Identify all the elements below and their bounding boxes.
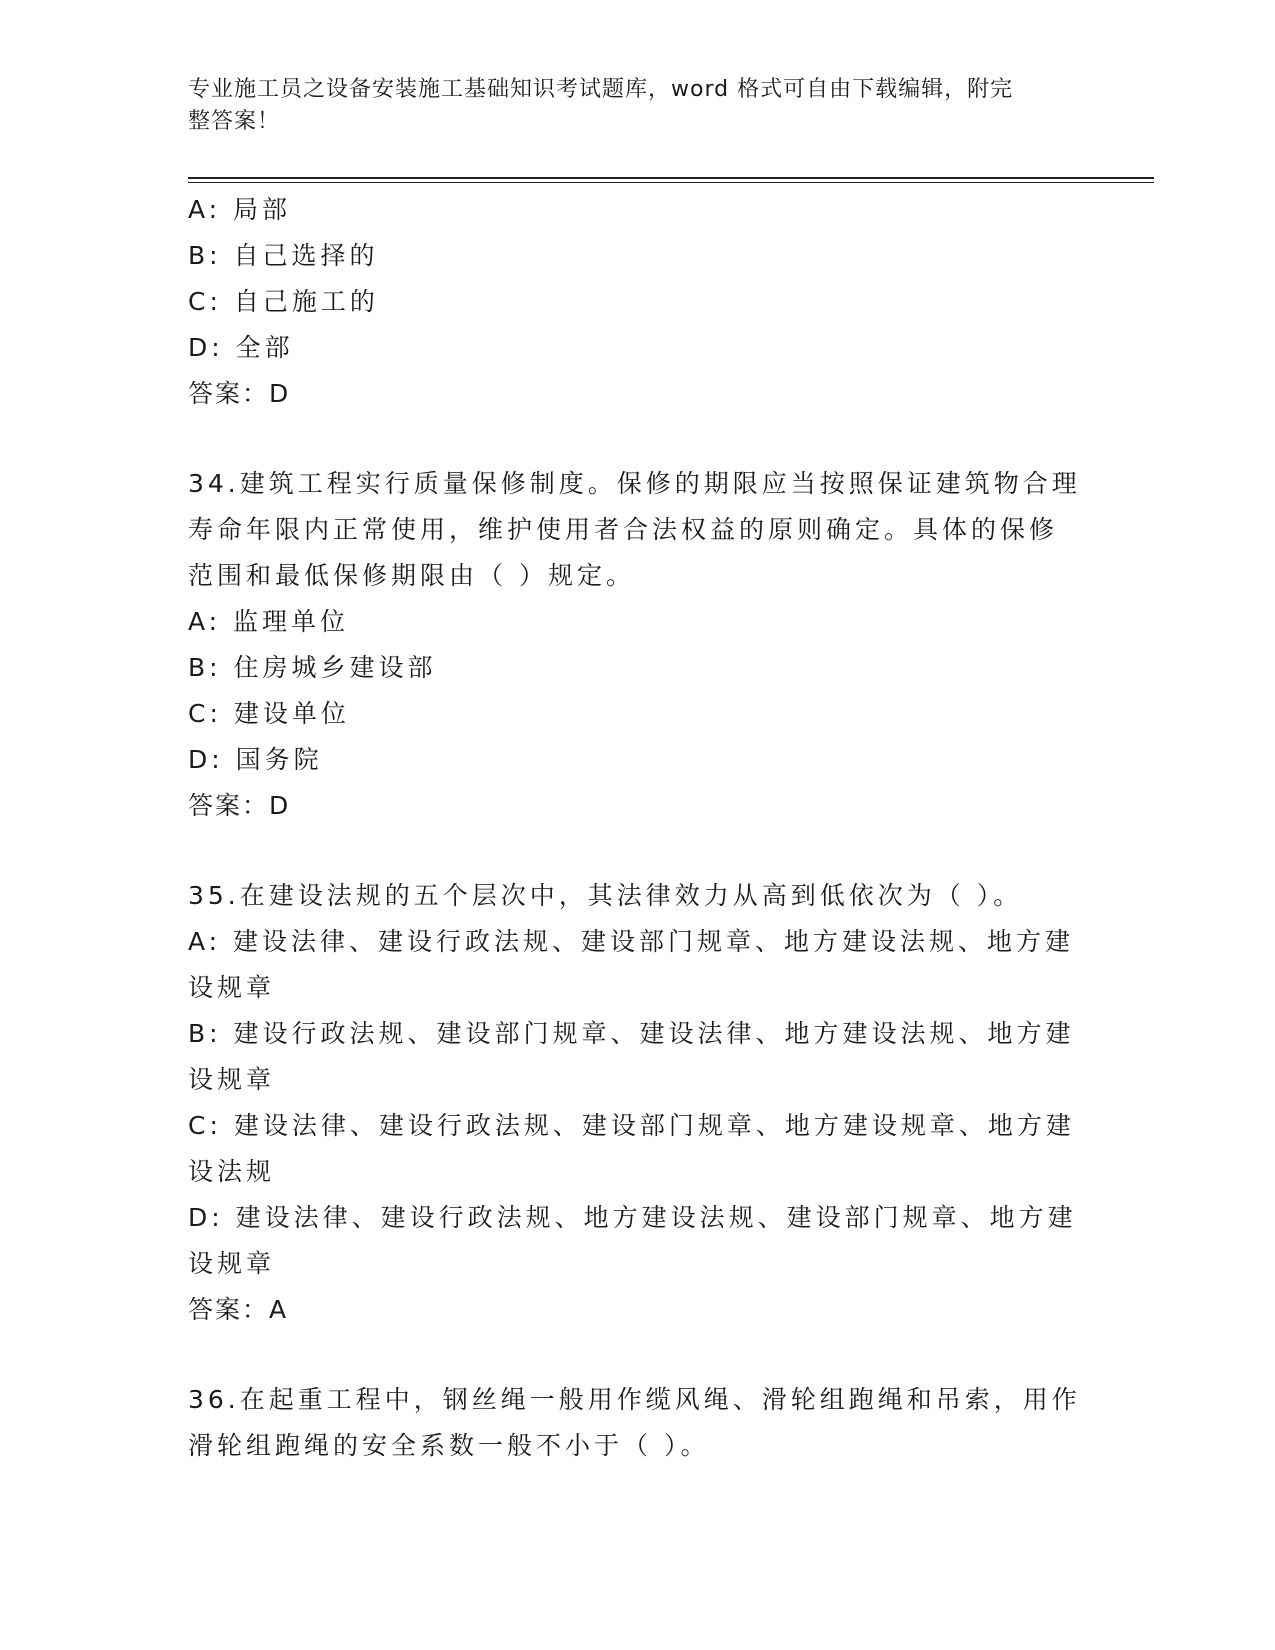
spacer — [188, 829, 1088, 873]
header-divider-thin — [188, 182, 1154, 183]
option-a-continued: 设规章 — [188, 973, 276, 1002]
option-c-continued: 设法规 — [188, 1157, 276, 1186]
option-c: C: 自己施工的 — [188, 287, 379, 316]
question-text-line: 35.在建设法规的五个层次中，其法律效力从高到低依次为（ ）。 — [188, 881, 1023, 910]
option-d-continued: 设规章 — [188, 1249, 276, 1278]
header-line-2: 整答案！ — [188, 109, 281, 134]
option-a: A: 局部 — [188, 195, 292, 224]
question-33 — [188, 187, 1088, 417]
page-header — [188, 74, 1068, 138]
option-b: B: 自己选择的 — [188, 241, 379, 270]
question-36 — [188, 1377, 1088, 1469]
option-c: C: 建设法律、建设行政法规、建设部门规章、地方建设规章、地方建 — [188, 1111, 1075, 1140]
header-divider-thick — [188, 177, 1154, 179]
option-d: D: 国务院 — [188, 745, 323, 774]
question-35 — [188, 873, 1088, 1333]
spacer — [188, 1333, 1088, 1377]
option-b: B: 建设行政法规、建设部门规章、建设法律、地方建设法规、地方建 — [188, 1019, 1075, 1048]
question-text-line: 36.在起重工程中，钢丝绳一般用作缆风绳、滑轮组跑绳和吊索，用作 — [188, 1385, 1081, 1414]
answer: 答案：D — [188, 791, 291, 820]
question-text-line: 34.建筑工程实行质量保修制度。保修的期限应当按照保证建筑物合理 — [188, 469, 1081, 498]
question-text-line: 范围和最低保修期限由（ ）规定。 — [188, 561, 635, 590]
option-b-continued: 设规章 — [188, 1065, 276, 1094]
option-b: B: 住房城乡建设部 — [188, 653, 437, 682]
answer: 答案：A — [188, 1295, 289, 1324]
answer: 答案：D — [188, 379, 291, 408]
question-content — [188, 187, 1088, 1469]
option-a: A: 监理单位 — [188, 607, 350, 636]
option-a: A: 建设法律、建设行政法规、建设部门规章、地方建设法规、地方建 — [188, 927, 1075, 956]
option-d: D: 建设法律、建设行政法规、地方建设法规、建设部门规章、地方建 — [188, 1203, 1077, 1232]
option-c: C: 建设单位 — [188, 699, 350, 728]
question-34 — [188, 461, 1088, 829]
header-line-1: 专业施工员之设备安装施工基础知识考试题库，word 格式可自由下载编辑，附完 — [188, 77, 1014, 102]
option-d: D: 全部 — [188, 333, 294, 362]
question-text-line: 寿命年限内正常使用，维护使用者合法权益的原则确定。具体的保修 — [188, 515, 1059, 544]
spacer — [188, 417, 1088, 461]
question-text-line: 滑轮组跑绳的安全系数一般不小于（ ）。 — [188, 1431, 710, 1460]
